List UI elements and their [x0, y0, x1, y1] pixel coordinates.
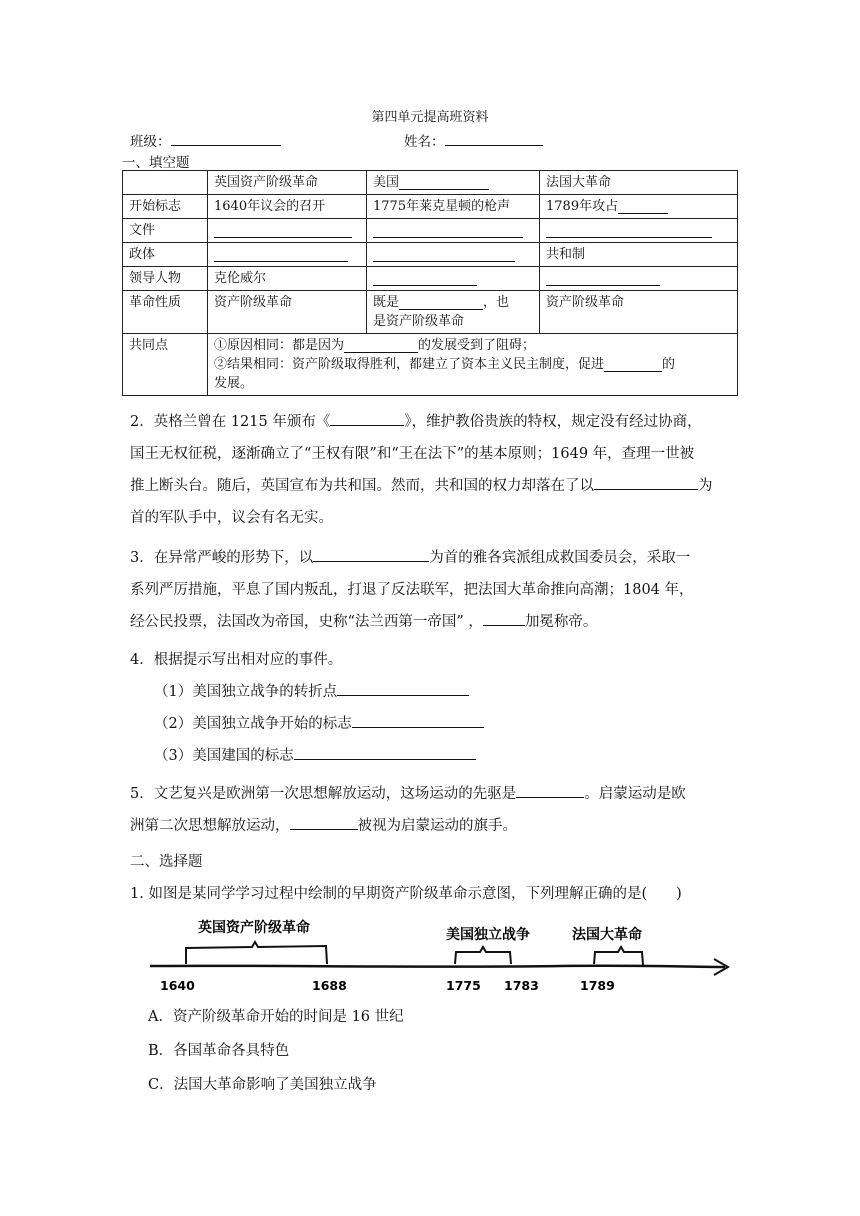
q2-text: 为: [698, 478, 713, 494]
bracket-france: [594, 947, 643, 965]
label-france: 法国大革命: [572, 927, 642, 943]
year-label: 1789: [580, 978, 615, 993]
q4-item: （3）美国建国的标志: [154, 748, 294, 764]
table-cell: 英国资产阶级革命: [208, 171, 367, 195]
question-5: [130, 778, 734, 842]
q4-item: （2）美国独立战争开始的标志: [154, 716, 352, 732]
q2-text: 首的军队手中，议会有名无实。: [130, 510, 333, 526]
section-fill-blank: 一、填空题: [122, 155, 190, 171]
table-row: [123, 243, 738, 267]
question-4: [130, 644, 734, 772]
q2-blank-1[interactable]: [330, 411, 404, 427]
q4-blank-3[interactable]: [294, 745, 476, 761]
q4-item: （1）美国独立战争的转折点: [154, 684, 338, 700]
question-3: [130, 542, 734, 638]
table-cell: 领导人物: [123, 267, 208, 291]
revolution-table: [122, 170, 738, 396]
common-2a: ②结果相同：资产阶级取得胜利，都建立了资本主义民主制度，促进: [214, 357, 605, 372]
us-header: 美国: [373, 175, 400, 190]
q3-text: 经公民投票，法国改为帝国，史称“法兰西第一帝国” ，: [130, 614, 483, 630]
common-1b: 的发展受到了阻碍；: [418, 338, 536, 353]
us-nature-blank[interactable]: [399, 295, 483, 310]
us-leader-blank[interactable]: [373, 271, 477, 286]
q3-text: 为首的雅各宾派组成救国委员会，采取一: [429, 550, 691, 566]
table-cell: [367, 219, 540, 243]
table-cell: 法国大革命: [540, 171, 738, 195]
q3-text: 系列严厉措施，平息了国内叛乱，打退了反法联军，把法国大革命推向高潮；1804 年，: [130, 582, 694, 598]
us-gov-blank[interactable]: [373, 247, 515, 262]
year-label: 1775: [446, 978, 481, 993]
table-row: [123, 171, 738, 195]
q5-text: 被视为启蒙运动的旗手。: [357, 818, 517, 834]
timeline-axis: [150, 966, 725, 967]
table-cell: 克伦威尔: [208, 267, 367, 291]
year-label: 1640: [160, 978, 195, 993]
table-cell: 开始标志: [123, 195, 208, 219]
table-row: [123, 195, 738, 219]
name-field: [404, 130, 543, 150]
q4-blank-1[interactable]: [337, 681, 469, 697]
q5-text: 。启蒙运动是欧: [584, 786, 686, 802]
q3-blank-1[interactable]: [313, 547, 429, 563]
fr-start-blank[interactable]: [618, 199, 668, 214]
year-label: 1688: [312, 978, 347, 993]
common-1a: ①原因相同：都是因为: [214, 338, 345, 353]
q5-blank-2[interactable]: [290, 815, 358, 831]
table-row: [123, 334, 738, 396]
bracket-england: [186, 942, 327, 964]
table-row: [123, 291, 738, 334]
name-label: 姓名：: [404, 134, 445, 150]
table-cell: 政体: [123, 243, 208, 267]
year-label: 1783: [504, 978, 539, 993]
table-cell: 文件: [123, 219, 208, 243]
option-c[interactable]: C．法国大革命影响了美国独立战争: [148, 1077, 377, 1093]
question-2: [130, 406, 734, 534]
table-cell: 资产阶级革命: [208, 291, 367, 334]
common-result-blank[interactable]: [604, 357, 662, 372]
table-row: [123, 267, 738, 291]
section-choice: 二、选择题: [130, 854, 203, 870]
q2-text: 》，维护教俗贵族的特权，规定没有经过协商，: [404, 414, 702, 430]
q3-text: 加冕称帝。: [524, 614, 598, 630]
page-title: 第四单元提高班资料: [371, 110, 489, 125]
label-england: 英国资产阶级革命: [198, 920, 310, 936]
fr-leader-blank[interactable]: [546, 271, 660, 286]
q2-text: 2．英格兰曾在 1215 年颁布《: [130, 414, 331, 430]
q4-blank-2[interactable]: [352, 713, 484, 729]
q5-blank-1[interactable]: [516, 783, 584, 799]
q3-text: 3．在异常严峻的形势下，以: [130, 550, 314, 566]
table-cell: 共同点: [123, 334, 208, 396]
q2-blank-2[interactable]: [594, 475, 698, 491]
table-cell: [208, 219, 367, 243]
table-cell: [208, 243, 367, 267]
table-cell: 资产阶级革命: [540, 291, 738, 334]
fr-start: 1789年攻占: [546, 199, 619, 214]
class-blank[interactable]: [171, 132, 281, 147]
fr-doc-blank[interactable]: [546, 223, 712, 238]
table-cell: [367, 243, 540, 267]
name-blank[interactable]: [445, 132, 543, 147]
bracket-usa: [455, 947, 511, 964]
common-2b: 的: [662, 357, 676, 372]
nature-us-c: 是资产阶级革命: [373, 314, 465, 329]
table-cell: [123, 171, 208, 195]
table-cell: 革命性质: [123, 291, 208, 334]
table-cell: [540, 195, 738, 219]
class-label: 班级：: [130, 134, 171, 150]
table-cell: 共和制: [540, 243, 738, 267]
table-row: [123, 219, 738, 243]
us-doc-blank[interactable]: [373, 223, 523, 238]
mc1-stem: 1. 如图是某同学学习过程中绘制的早期资产阶级革命示意图，下列理解正确的是( ): [130, 886, 682, 902]
table-cell: [367, 171, 540, 195]
class-field: [130, 130, 281, 150]
q2-text: 国王无权征税，逐渐确立了“王权有限”和“王在法下”的基本原则；1649 年，查理一世被: [130, 446, 695, 462]
mc1-options: [148, 1000, 708, 1102]
q5-text: 5．文艺复兴是欧洲第一次思想解放运动，这场运动的先驱是: [130, 786, 517, 802]
table-cell: 1775年莱克星顿的枪声: [367, 195, 540, 219]
en-doc-blank[interactable]: [214, 223, 352, 238]
q3-blank-2[interactable]: [483, 611, 525, 627]
table-cell: [367, 291, 540, 334]
en-gov-blank[interactable]: [214, 247, 348, 262]
revolution-timeline: [140, 912, 740, 998]
table-cell: [367, 267, 540, 291]
nature-us-b: ，也: [483, 295, 510, 310]
table-cell: [208, 334, 738, 396]
option-a[interactable]: A．资产阶级革命开始的时间是 16 世纪: [148, 1009, 404, 1025]
option-b[interactable]: B．各国革命各具特色: [148, 1043, 290, 1059]
q2-text: 推上断头台。随后，英国宣布为共和国。然而，共和国的权力却落在了以: [130, 478, 594, 494]
q4-stem: 4．根据提示写出相对应的事件。: [130, 652, 343, 668]
table-cell: 1640年议会的召开: [208, 195, 367, 219]
us-name-blank[interactable]: [399, 175, 489, 190]
common-cause-blank[interactable]: [344, 338, 418, 353]
label-usa: 美国独立战争: [446, 927, 530, 943]
table-cell: [540, 219, 738, 243]
table-cell: [540, 267, 738, 291]
common-3: 发展。: [214, 376, 254, 391]
nature-us-a: 既是: [373, 295, 400, 310]
q5-text: 洲第二次思想解放运动，: [130, 818, 290, 834]
